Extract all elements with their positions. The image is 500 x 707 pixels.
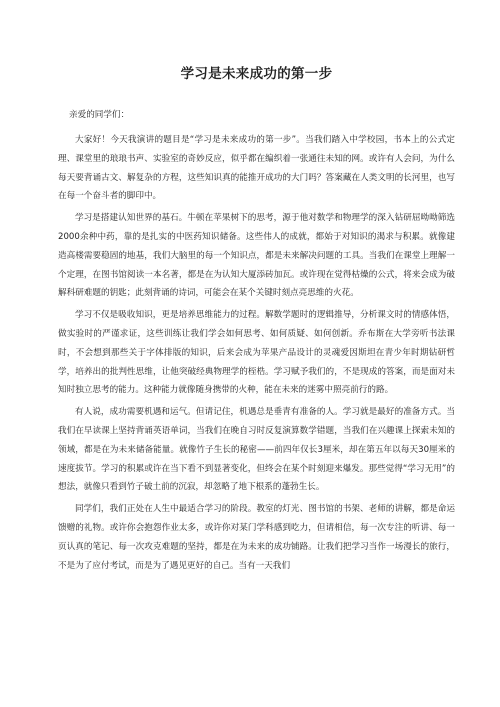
paragraph-5: 同学们，我们正处在人生中最适合学习的阶段。教室的灯光、图书馆的书架、老师的讲解，都是命运馈赠的礼物。或许你会抱怨作业太多，或许你对某门学科感到吃力，但请相信，每一次专注的听讲、每一页认真的笔记、每一次攻克难题的坚持，都是在为未来的成功铺路。让我们把学习当作一场漫长的旅行，不是为了应付考试，而是为了遇见更好的自己。当有一天我们 [58,504,455,571]
paragraph-3: 学习不仅是吸收知识，更是培养思维能力的过程。解数学题时的逻辑推导，分析课文时的情感体悟，做实验时的严谨求证，这些训练让我们学会如何思考、如何质疑、如何创新。乔布斯在大学旁听书法课时，不会想到那些关于字体排版的知识，后来会成为苹果产品设计的灵魂爱因斯坦在青少年时期钻研哲学，培养出的批判性思维，让他突破经典物理学的桎梏。学习赋予我们的，不是现成的答案，而是面对未知时独立思考的能力。这种能力就像随身携带的火种，能在未来的迷雾中照亮前行的路。 [58,310,455,396]
greeting: 亲爱的同学们： [69,110,130,120]
paragraph-1: 大家好！今天我演讲的题目是“学习是未来成功的第一步”。当我们踏入中学校园，书本上的公式定理、课堂里的琅琅书声、实验室的奇妙反应，似乎都在编织着一张通往未知的网。或许有人会问，为什么每天要背诵古文、解复杂的方程，这些知识真的能推开成功的大门吗？答案藏在人类文明的长河里，也写在每一个奋斗者的脚印中。 [58,135,455,202]
paragraph-2: 学习是搭建认知世界的基石。牛顿在苹果树下的思考，源于他对数学和物理学的深入钻研屈呦呦筛选2000余种中药，靠的是扎实的中医药知识储备。这些伟人的成就，都始于对知识的渴求与积累。就像建造高楼需要稳固的地基，我们大脑里的每一个知识点，都是未来解决问题的工具。当我们在课堂上理解一个定理，在图书馆阅读一本名著，都是在为认知大厦添砖加瓦。或许现在觉得枯燥的公式，将来会成为破解科研难题的钥匙；此刻背诵的诗词，可能会在某个关键时刻点亮思维的火花。 [58,213,455,299]
document-title: 学习是未来成功的第一步 [180,66,333,82]
paragraph-4: 有人说，成功需要机遇和运气。但请记住，机遇总是垂青有准备的人。学习就是最好的准备方式。当我们在早读课上坚持背诵英语单词，当我们在晚自习时反复演算数学错题，当我们在兴趣课上探索未知的领域，都是在为未来储备能量。就像竹子生长的秘密——前四年仅长3厘米，却在第五年以每天30厘米的速度拔节。学习的积累或许在当下看不到显著变化，但终会在某个时刻迎来爆发。那些觉得“学习无用”的想法，就像只看到竹子破土前的沉寂，却忽略了地下根系的蓬勃生长。 [58,407,455,493]
